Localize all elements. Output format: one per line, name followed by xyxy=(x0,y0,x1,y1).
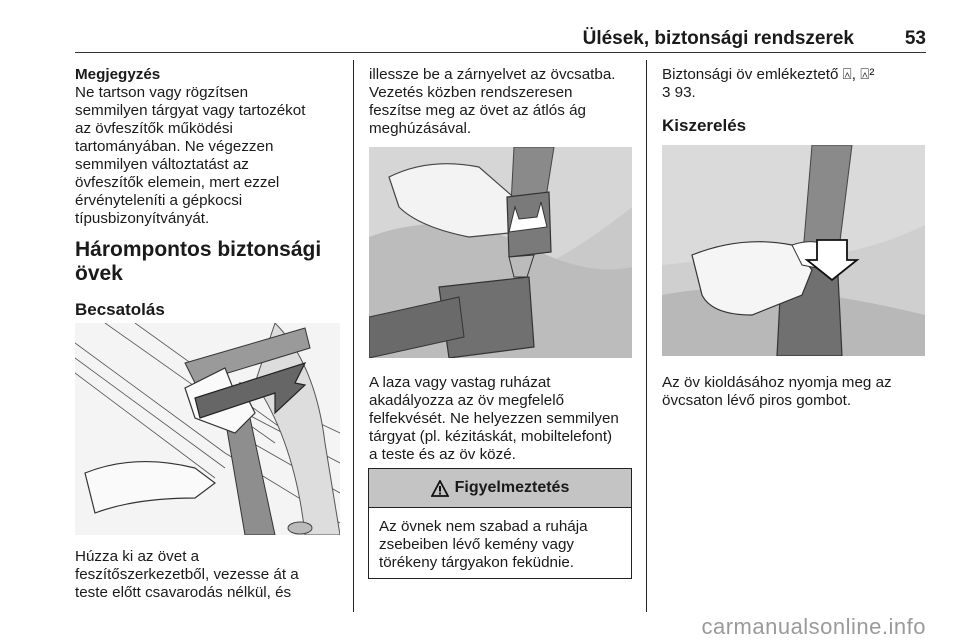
caption-line: feszítőszerkezetből, vezesse át a xyxy=(75,566,299,583)
page-header xyxy=(75,22,926,53)
page-number: 53 xyxy=(904,28,926,49)
caption-line: Az öv kioldásához nyomja meg az xyxy=(662,374,892,391)
warning-line: törékeny tárgyakon feküdnie. xyxy=(379,554,575,571)
belt-pull-drawing xyxy=(75,323,340,535)
illustration-release-buckle xyxy=(662,145,925,356)
note-line: semmilyen változtatást az xyxy=(75,156,249,173)
caption-line: a teste és az öv közé. xyxy=(369,446,516,463)
buckle-release-drawing xyxy=(662,145,925,356)
caption-line: övcsaton lévő piros gombot. xyxy=(662,392,852,409)
warning-body xyxy=(369,508,631,582)
column-divider-1 xyxy=(353,60,354,612)
illustration-pull-belt xyxy=(75,323,340,535)
page-title: Ülések, biztonsági rendszerek xyxy=(582,28,854,49)
column-1 xyxy=(75,66,343,320)
text-line: Vezetés közben rendszeresen xyxy=(369,84,573,101)
caption-line: felfekvését. Ne helyezzen semmilyen xyxy=(369,410,619,427)
warning-line: Az övnek nem szabad a ruhája xyxy=(379,518,588,535)
caption-line: akadályozza az öv megfelelő xyxy=(369,392,565,409)
column-3-intro xyxy=(662,66,930,136)
text-line: illessze be a zárnyelvet az övcsatba. xyxy=(369,66,616,83)
caption-line: Húzza ki az övet a xyxy=(75,548,200,565)
reference-page: 3 93. xyxy=(662,84,696,101)
warning-title: Figyelmeztetés xyxy=(454,479,570,496)
note-line: tartományában. Ne végezzen xyxy=(75,138,274,155)
column-divider-2 xyxy=(646,60,647,612)
note-text xyxy=(75,84,343,228)
warning-header xyxy=(369,469,631,508)
caption-line: tárgyat (pl. kézitáskát, mobiltelefont) xyxy=(369,428,613,445)
note-heading: Megjegyzés xyxy=(75,66,161,83)
note-line: érvényteleníti a gépkocsi xyxy=(75,192,243,209)
seatbelt-reminder-icon: ⍓, ⍓² xyxy=(842,66,875,83)
warning-box xyxy=(368,468,632,579)
caption-3 xyxy=(662,374,930,410)
section-heading-line: övek xyxy=(75,262,123,285)
note-line: övfeszítők elemein, mert ezzel xyxy=(75,174,280,191)
section-heading xyxy=(75,238,343,286)
note-line: Ne tartson vagy rögzítsen xyxy=(75,84,249,101)
illustration-insert-tongue xyxy=(369,147,632,358)
caption-1 xyxy=(75,548,343,602)
cross-reference xyxy=(662,66,930,84)
buckle-insert-drawing xyxy=(369,147,632,358)
warning-triangle-icon xyxy=(431,480,449,497)
warning-line: zsebeiben lévő kemény vagy xyxy=(379,536,575,553)
note-line: az övfeszítők működési xyxy=(75,120,233,137)
text-line: meghúzásával. xyxy=(369,120,472,137)
caption-line: A laza vagy vastag ruházat xyxy=(369,374,551,391)
subsection-heading: Kiszerelés xyxy=(662,116,747,135)
subsection-heading: Becsatolás xyxy=(75,300,165,319)
note-line: semmilyen tárgyat vagy tartozékot xyxy=(75,102,306,119)
note-line: típusbizonyítványát. xyxy=(75,210,210,227)
watermark-text: carmanualsonline.info xyxy=(701,614,926,639)
reference-text: Biztonsági öv emlékeztető xyxy=(662,66,839,83)
section-heading-line: Hárompontos biztonsági xyxy=(75,238,322,261)
text-line: feszítse meg az övet az átlós ág xyxy=(369,102,586,119)
caption-2 xyxy=(369,374,639,464)
caption-line: teste előtt csavarodás nélkül, és xyxy=(75,584,292,601)
column-2-intro xyxy=(369,66,637,138)
